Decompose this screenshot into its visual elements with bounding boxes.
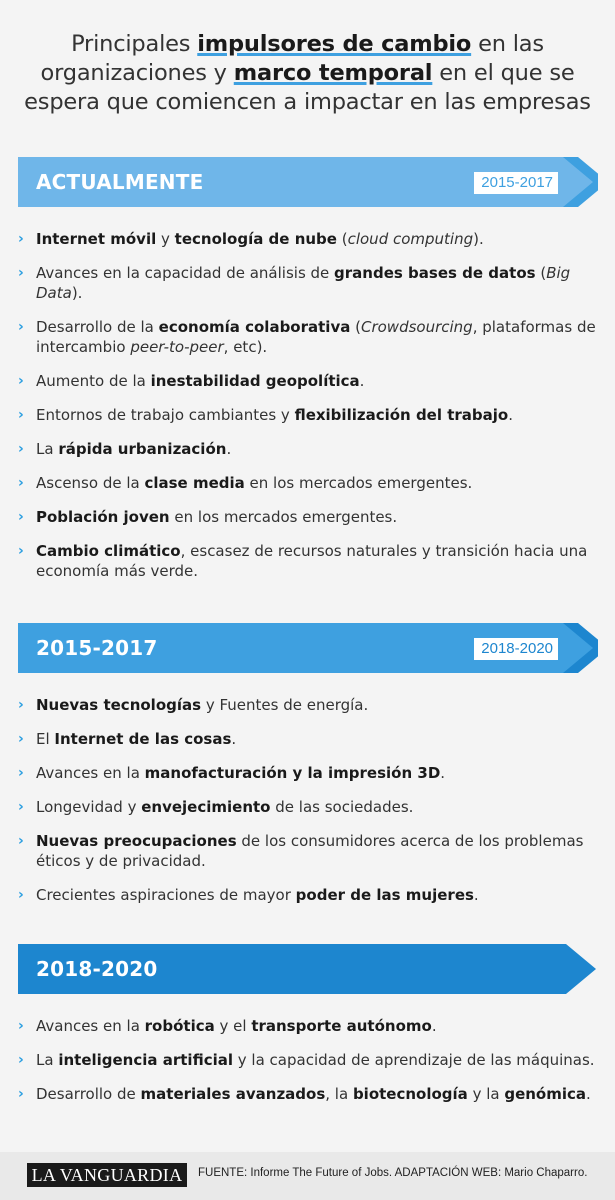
list-item — [18, 405, 598, 425]
list-item-text: Internet de las cosas — [54, 730, 232, 748]
chevron-right-icon: › — [18, 765, 24, 781]
list-item-text: . — [508, 406, 513, 424]
la-vanguardia-logo: LA VANGUARDIA — [27, 1163, 187, 1187]
list-item — [18, 473, 598, 493]
list-item — [18, 541, 598, 581]
list-item-text: grandes bases de datos — [334, 264, 536, 282]
list-item-text: cloud computing — [347, 230, 474, 248]
chevron-right-icon: › — [18, 697, 24, 713]
list-item-text: de las sociedades. — [270, 798, 414, 816]
list-item-text: Crowdsourcing — [360, 318, 473, 336]
chevron-right-icon: › — [18, 1086, 24, 1102]
list-item-text: Avances en la — [36, 764, 145, 782]
list-item-text: ( — [336, 230, 348, 248]
chevron-right-icon: › — [18, 319, 24, 335]
list-item-text: en los mercados emergentes. — [244, 474, 473, 492]
chevron-right-icon: › — [18, 833, 24, 849]
list-item-text: ( — [535, 264, 547, 282]
list-item-text: rápida urbanización — [58, 440, 227, 458]
list-item — [18, 831, 598, 871]
list-item-text: en los mercados emergentes. — [169, 508, 398, 526]
list-item — [18, 317, 598, 357]
list-item-text: biotecnología — [352, 1085, 468, 1103]
driver-list — [18, 207, 598, 581]
driver-list — [18, 673, 598, 905]
list-item-text: inestabilidad geopolítica — [150, 372, 360, 390]
footer — [0, 1152, 615, 1200]
list-item-text: Nuevas tecnologías — [36, 696, 202, 714]
chevron-right-icon: › — [18, 1018, 24, 1034]
list-item-text: y — [156, 230, 175, 248]
chevron-right-icon: › — [18, 373, 24, 389]
list-item — [18, 1050, 598, 1070]
section-banner — [18, 157, 598, 207]
section-banner — [18, 623, 598, 673]
driver-list — [18, 994, 598, 1104]
chevron-right-icon: › — [18, 543, 24, 559]
list-item-text: y la capacidad de aprendizaje de las máquinas. — [233, 1051, 595, 1069]
page-title: Principales impulsores de cambio en las organizaciones y marco temporal en el que se espera que comiencen a impactar en las empresas — [24, 31, 591, 115]
list-item-text: Cambio climático — [36, 542, 181, 560]
chevron-right-icon: › — [18, 731, 24, 747]
list-item-text: flexibilización del trabajo — [294, 406, 509, 424]
section-date-badge: 2018-2020 — [474, 638, 558, 660]
list-item-text: La — [36, 440, 59, 458]
list-item — [18, 695, 598, 715]
list-item-text: ( — [350, 318, 361, 336]
list-item — [18, 885, 598, 905]
list-item-text: , plataformas de intercambio — [36, 318, 596, 356]
list-item-text: Longevidad y — [36, 798, 142, 816]
chevron-right-icon: › — [18, 265, 24, 281]
source-credit: FUENTE: Informe The Future of Jobs. ADAPTACIÓN WEB: Mario Chaparro. — [198, 1167, 588, 1179]
section-2018-2020 — [18, 944, 598, 1118]
list-item-text: . — [440, 764, 446, 782]
list-item-text: tecnología de nube — [174, 230, 337, 248]
chevron-right-icon: › — [18, 1052, 24, 1068]
list-item — [18, 439, 598, 459]
section-heading: 2015-2017 — [36, 636, 158, 660]
list-item-text: . — [586, 1085, 591, 1103]
list-item-text: peer-to-peer — [130, 338, 224, 356]
list-item-text: . — [226, 440, 232, 458]
list-item-text: inteligencia artificial — [58, 1051, 233, 1069]
section-heading: ACTUALMENTE — [36, 170, 204, 194]
list-item-text: clase media — [144, 474, 245, 492]
list-item — [18, 1084, 598, 1104]
list-item — [18, 229, 598, 249]
list-item-text: de los consumidores acerca de los problemas éticos y de privacidad. — [36, 832, 584, 870]
list-item-text: Nuevas preocupaciones — [36, 832, 237, 850]
list-item-text: Aumento de la — [36, 372, 151, 390]
chevron-right-icon: › — [18, 475, 24, 491]
list-item-text: y Fuentes de energía. — [201, 696, 369, 714]
chevron-right-icon: › — [18, 887, 24, 903]
list-item — [18, 729, 598, 749]
list-item-text: . — [473, 886, 479, 904]
chevron-right-icon: › — [18, 509, 24, 525]
chevron-right-icon: › — [18, 799, 24, 815]
list-item-text: materiales avanzados — [140, 1085, 326, 1103]
list-item-text: ). — [71, 284, 83, 302]
list-item-text: Big Data — [36, 264, 571, 302]
list-item-text: ). — [473, 230, 484, 248]
list-item-text: Avances en la capacidad de análisis de — [36, 264, 335, 282]
list-item — [18, 371, 598, 391]
list-item-text: , etc). — [223, 338, 268, 356]
list-item — [18, 797, 598, 817]
list-item-text: Desarrollo de — [36, 1085, 141, 1103]
section-actualmente — [18, 157, 598, 595]
list-item-text: Internet móvil — [36, 230, 157, 248]
list-item-text: robótica — [144, 1017, 215, 1035]
list-item — [18, 263, 598, 303]
list-item — [18, 1016, 598, 1036]
list-item-text: Crecientes aspiraciones de mayor — [36, 886, 296, 904]
chevron-right-icon: › — [18, 441, 24, 457]
list-item-text: El — [36, 730, 55, 748]
list-item-text: Población joven — [36, 508, 170, 526]
list-item-text: y la — [467, 1085, 505, 1103]
list-item-text: poder de las mujeres — [295, 886, 474, 904]
list-item-text: manofacturación y la impresión 3D — [144, 764, 441, 782]
chevron-right-icon: › — [18, 407, 24, 423]
list-item-text: , la — [325, 1085, 353, 1103]
list-item-text: Entornos de trabajo cambiantes y — [36, 406, 295, 424]
list-item-text: . — [231, 730, 237, 748]
chevron-right-icon: › — [18, 231, 24, 247]
list-item-text: y el — [214, 1017, 252, 1035]
section-date-badge: 2015-2017 — [474, 172, 558, 194]
list-item-text: transporte autónomo — [251, 1017, 432, 1035]
list-item-text: economía colaborativa — [158, 318, 351, 336]
section-heading: 2018-2020 — [36, 957, 158, 981]
list-item-text: envejecimiento — [141, 798, 271, 816]
list-item-text: Desarrollo de la — [36, 318, 159, 336]
section-banner — [18, 944, 598, 994]
list-item-text: La — [36, 1051, 59, 1069]
list-item-text: . — [431, 1017, 437, 1035]
list-item — [18, 507, 598, 527]
list-item-text: . — [359, 372, 365, 390]
list-item-text: Ascenso de la — [36, 474, 145, 492]
list-item-text: , escasez de recursos naturales y transición hacia una economía más verde. — [36, 542, 588, 580]
list-item-text: Avances en la — [36, 1017, 145, 1035]
list-item-text: genómica — [504, 1085, 587, 1103]
section-2015-2017 — [18, 623, 598, 919]
list-item — [18, 763, 598, 783]
